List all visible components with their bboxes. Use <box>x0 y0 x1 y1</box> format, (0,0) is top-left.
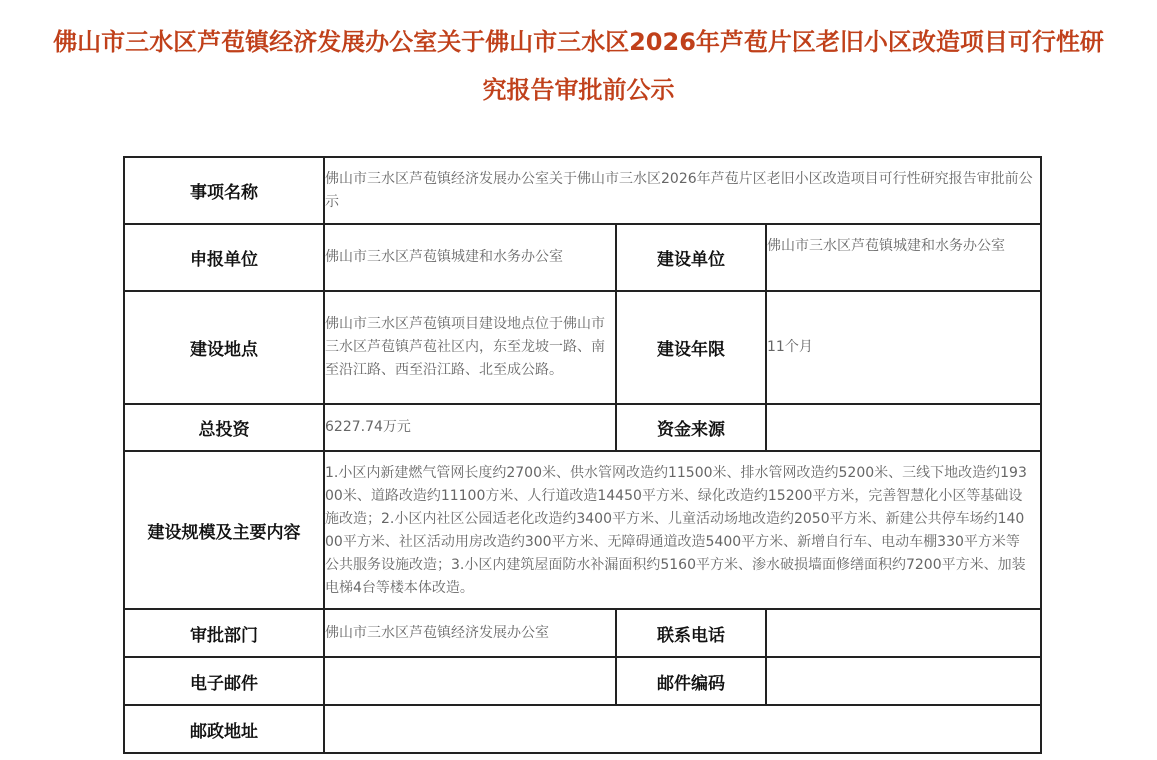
address-label: 邮政地址 <box>124 705 324 753</box>
row-scale <box>124 451 1041 609</box>
item-name-label: 事项名称 <box>124 157 324 224</box>
scale-label: 建设规模及主要内容 <box>124 451 324 609</box>
page-title-line-1: 佛山市三水区芦苞镇经济发展办公室关于佛山市三水区2026年芦苞片区老旧小区改造项目可行性研 <box>53 28 1104 56</box>
postcode-label: 邮件编码 <box>616 657 766 705</box>
row-investment <box>124 404 1041 451</box>
notice-table <box>123 156 1042 754</box>
applicant-value: 佛山市三水区芦苞镇城建和水务办公室 <box>324 224 616 291</box>
page-title-line-2: 究报告审批前公示 <box>482 76 675 104</box>
builder-value: 佛山市三水区芦苞镇城建和水务办公室 <box>766 224 1041 291</box>
investment-label: 总投资 <box>124 404 324 451</box>
funding-value <box>766 404 1041 451</box>
page-title <box>0 18 1157 114</box>
email-value <box>324 657 616 705</box>
period-value: 11个月 <box>766 291 1041 404</box>
phone-label: 联系电话 <box>616 609 766 657</box>
scale-value: 1.小区内新建燃气管网长度约2700米、供水管网改造约11500米、排水管网改造约5200米、三线下地改造约19300米、道路改造约11100方米、人行道改造14450平方米、绿化改造约15200平方米，完善智慧化小区等基础设施改造；2.小区内社区公园适老化改造约3400平方米、儿童活动场地改造约2050平方米、新建公共停车场约14000平方米、社区活动用房改造约300平方米、无障碍通道改造5400平方米、新增自行车、电动车棚330平方米等公共服务设施改造；3.小区内建筑屋面防水补漏面积约5160平方米、渗水破损墙面修缮面积约7200平方米、加装电梯4台等楼本体改造。 <box>324 451 1041 609</box>
location-label: 建设地点 <box>124 291 324 404</box>
row-address <box>124 705 1041 753</box>
postcode-value <box>766 657 1041 705</box>
applicant-label: 申报单位 <box>124 224 324 291</box>
row-location <box>124 291 1041 404</box>
approval-dept-label: 审批部门 <box>124 609 324 657</box>
row-email <box>124 657 1041 705</box>
approval-dept-value: 佛山市三水区芦苞镇经济发展办公室 <box>324 609 616 657</box>
row-applicant <box>124 224 1041 291</box>
location-value: 佛山市三水区芦苞镇项目建设地点位于佛山市三水区芦苞镇芦苞社区内，东至龙坡一路、南至沿江路、西至沿江路、北至成公路。 <box>324 291 616 404</box>
investment-value: 6227.74万元 <box>324 404 616 451</box>
row-approval-dept <box>124 609 1041 657</box>
item-name-value: 佛山市三水区芦苞镇经济发展办公室关于佛山市三水区2026年芦苞片区老旧小区改造项目可行性研究报告审批前公示 <box>324 157 1041 224</box>
funding-label: 资金来源 <box>616 404 766 451</box>
phone-value <box>766 609 1041 657</box>
period-label: 建设年限 <box>616 291 766 404</box>
row-item-name <box>124 157 1041 224</box>
builder-label: 建设单位 <box>616 224 766 291</box>
email-label: 电子邮件 <box>124 657 324 705</box>
address-value <box>324 705 1041 753</box>
